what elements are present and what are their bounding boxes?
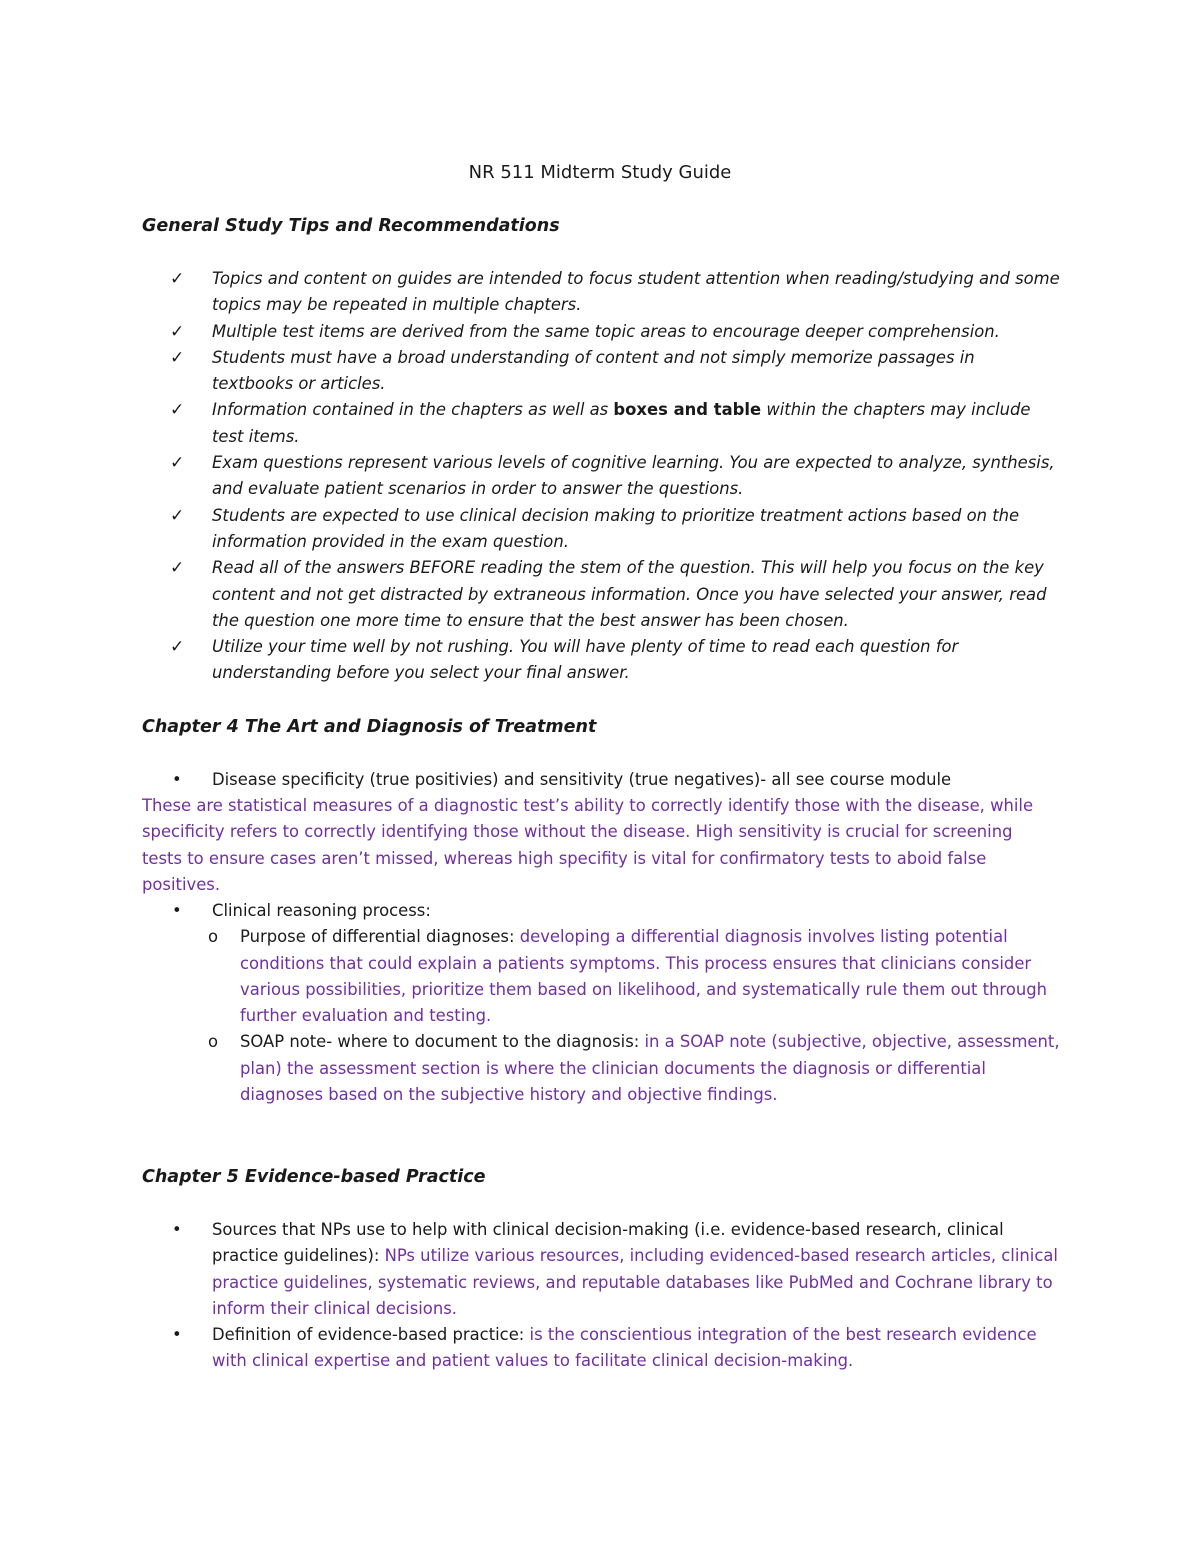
list-item — [170, 450, 1060, 503]
checkmark-icon: ✓ — [170, 321, 185, 342]
chapter5-bullets — [170, 1217, 1060, 1375]
tip-text: Exam questions represent various levels of cognitive learning. You are expected to analyze, synthesis, and evaluate patient scenarios in order to answer the questions. — [212, 453, 1055, 499]
checkmark-icon: ✓ — [170, 637, 185, 658]
checkmark-icon: ✓ — [170, 347, 185, 368]
chapter4-bullets-a — [170, 767, 1060, 793]
checkmark-icon: ✓ — [170, 558, 185, 579]
chapter4-bullets-b — [170, 898, 1060, 1108]
tip-text: Students must have a broad understanding of content and not simply memorize passages in textbooks or articles. — [212, 347, 975, 394]
checkmark-icon: ✓ — [170, 269, 185, 289]
section-heading-chapter5: Chapter 5 Evidence-based Practice — [142, 1167, 486, 1187]
list-item — [170, 503, 1060, 556]
bullet-text: Clinical reasoning process: — [212, 901, 431, 920]
sub-item-label: SOAP note- where to document to the diagnosis: — [240, 1032, 645, 1052]
document-title: NR 511 Midterm Study Guide — [468, 162, 732, 183]
checkmark-icon: ✓ — [170, 400, 185, 421]
list-item — [170, 266, 1060, 319]
list-item — [170, 1217, 1060, 1322]
checkmark-icon: ✓ — [170, 453, 185, 474]
list-item — [170, 397, 1060, 450]
list-item — [170, 345, 1060, 398]
section-heading-general: General Study Tips and Recommendations — [142, 216, 560, 236]
list-item — [170, 1322, 1060, 1375]
tip-text: Read all of the answers BEFORE reading the stem of the question. This will help you focus on the key content and not get distracted by extraneous information. Once you have selected your answer, read the question one more time to ensure that the best answer has been chosen. — [212, 558, 1047, 630]
tip-text: Students are expected to use clinical decision making to prioritize treatment actions based on the information provided in the exam question. — [212, 505, 1020, 551]
tips-list — [170, 266, 1060, 687]
sub-item-answer: developing a differential diagnosis involves listing potential conditions that could explain a patients symptoms. This process ensures that clinicians consider various possibilities, prioritize them based on likelihood, and systematically rule them out through further evaluation and testing. — [240, 927, 1048, 1026]
sub-list-item — [170, 1029, 1060, 1108]
bullet-icon: • — [172, 770, 182, 789]
list-item — [170, 319, 1060, 345]
sub-list — [170, 924, 1060, 1108]
sub-bullet-icon: o — [208, 1032, 219, 1052]
tip-text: Utilize your time well by not rushing. You will have plenty of time to read each question for understanding before you select your final answer. — [212, 637, 959, 683]
sub-item-label: Purpose of differential diagnoses: — [240, 927, 520, 947]
list-item — [170, 555, 1060, 634]
section-heading-chapter4: Chapter 4 The Art and Diagnosis of Treatment — [142, 717, 597, 737]
bullet-text: Disease specificity (true positivies) and sensitivity (true negatives)- all see course module — [212, 770, 952, 789]
sub-item-answer: in a SOAP note (subjective, objective, assessment, plan) the assessment section is where the clinician documents the diagnosis or differential diagnoses based on the subjective history and objective findings. — [240, 1032, 1060, 1105]
tip-text: Information contained in the chapters as well as — [212, 400, 614, 420]
bullet-icon: • — [172, 1220, 182, 1239]
chapter4-explanation: These are statistical measures of a diagnostic test’s ability to correctly identify those with the disease, while specificity refers to correctly identifying those without the disease. High sensitivity is crucial for screening tests to ensure cases aren’t missed, whereas high specifity is vital for confirmatory tests to aboid false positives. — [142, 796, 1034, 894]
sub-bullet-icon: o — [208, 927, 219, 947]
bullet-label: Sources that NPs use to help with clinical decision-making (i.e. evidence-based research, clinical practice guidelines): — [212, 1220, 1004, 1266]
sub-list-item — [170, 924, 1060, 1029]
tip-bold-text: boxes and table — [613, 400, 762, 420]
list-item — [170, 898, 1060, 1108]
tip-text: within the chapters may include test items. — [212, 400, 1031, 446]
bullet-icon: • — [172, 901, 182, 920]
tip-text: Multiple test items are derived from the same topic areas to encourage deeper comprehension. — [212, 321, 1000, 341]
bullet-label: Definition of evidence-based practice: — [212, 1325, 530, 1345]
tip-text: Topics and content on guides are intended to focus student attention when reading/studying and some topics may be repeated in multiple chapters. — [212, 269, 1060, 315]
list-item — [170, 767, 1060, 793]
list-item — [170, 634, 1060, 687]
bullet-icon: • — [172, 1325, 182, 1345]
bullet-answer: is the conscientious integration of the best research evidence with clinical expertise and patient values to facilitate clinical decision-making. — [212, 1325, 1037, 1371]
bullet-answer: NPs utilize various resources, including evidenced-based research articles, clinical practice guidelines, systematic reviews, and reputable databases like PubMed and Cochrane library to inform their clinical decisions. — [212, 1246, 1058, 1318]
checkmark-icon: ✓ — [170, 505, 185, 526]
